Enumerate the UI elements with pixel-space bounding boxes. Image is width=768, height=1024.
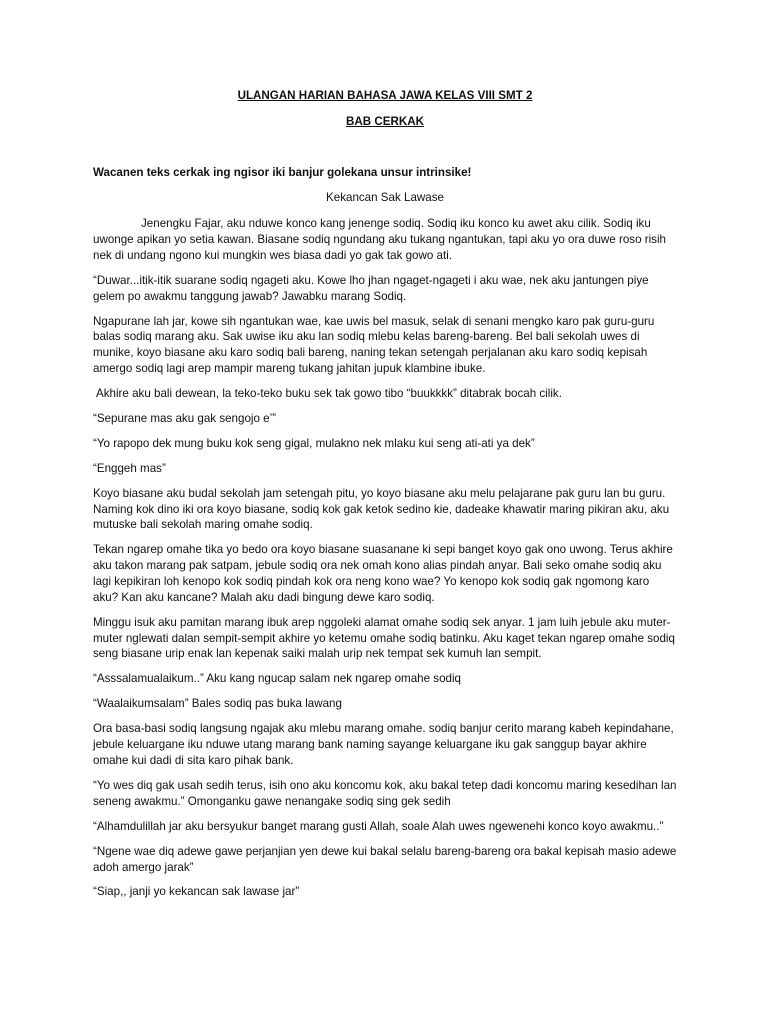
document-title: ULANGAN HARIAN BAHASA JAWA KELAS VIII SMT 2: [237, 89, 533, 102]
story-paragraph: Ora basa-basi sodiq langsung ngajak aku mlebu marang omahe. sodiq banjur cerito marang kabeh kepindahane, jebule keluargane iku nduwe utang marang bank naming sayange keluargane iku gak sanggup bayar akhire omahe kui dadi di sita karo pihak bank.: [93, 722, 674, 767]
document-subtitle: BAB CERKAK: [346, 114, 424, 128]
instruction-text: Wacanen teks cerkak ing ngisor iki banjur golekana unsur intrinsike!: [93, 165, 472, 179]
story-paragraph: Koyo biasane aku budal sekolah jam setengah pitu, yo koyo biasane aku melu pelajarane pak guru lan bu guru. Naming kok dino iki ora koyo biasane, sodiq kok gak ketok sedino kie, dadeake khawatir maring pikiran aku, aku mutuske bali sekolah maring omahe sodiq.: [93, 486, 670, 532]
story-dialogue: “Yo wes diq gak usah sedih terus, isih ono aku koncomu kok, aku bakal tetep dadi koncomu maring kesedihan lan seneng awakmu.” Omonganku gawe nenangake sodiq sing gek sedih: [93, 778, 677, 808]
document-body: [93, 88, 677, 900]
story-dialogue: “Asssalamualaikum..” Aku kang ngucap salam nek ngarep omahe sodiq: [93, 672, 461, 686]
story-dialogue: “Enggeh mas”: [93, 461, 166, 475]
story-paragraph: Minggu isuk aku pamitan marang ibuk arep nggoleki alamat omahe sodiq sek anyar. 1 jam luih jebule aku muter-muter nglewati dalan sempit-sempit akhire yo ketemu omahe sodiq batinku. Aku kaget tekan ngarep omahe sodiq seng biasane urip enak lan kepenak saiki malah urip nek tempat sek kumuh lan sempit.: [93, 615, 675, 661]
story-paragraph: “Duwar...itik-itik suarane sodiq ngageti aku. Kowe lho jhan ngaget-ngageti i aku wae, nek aku jantungen piye gelem po awakmu tanggung jawab? Jawabku marang Sodiq.: [93, 273, 649, 303]
story-dialogue: “Sepurane mas aku gak sengojo e’”: [93, 411, 277, 425]
story-dialogue: “Alhamdulillah jar aku bersyukur banget marang gusti Allah, soale Alah uwes ngewenehi konco koyo awakmu..”: [93, 819, 664, 833]
story-dialogue: “Siap,, janji yo kekancan sak lawase jar”: [93, 885, 300, 899]
story-paragraph: Jenengku Fajar, aku nduwe konco kang jenenge sodiq. Sodiq iku konco ku awet aku cilik. Sodiq iku uwonge apikan yo setia kawan. Biasane sodiq ngundang aku tukang ngantukan, tapi aku yo ora duwe roso risih nek di undang ngono kui mungkin wes biasa dadi yo gak tak gowo ati.: [93, 217, 666, 262]
story-title: Kekancan Sak Lawase: [326, 191, 444, 205]
story-paragraph: Ngapurane lah jar, kowe sih ngantukan wae, kae uwis bel masuk, selak di senani mengko karo pak guru-guru balas sodiq marang aku. Sak uwise iku aku lan sodiq mlebu kelas bareng-bareng. Bel bali sekolah uwes di munike, koyo biasane aku karo sodiq bali bareng, naning tekan setengah perjalanan aku karo sodiq kepisah amergo sodiq lagi arep mampir mareng tukang jahitan jupuk klambine ibuke.: [93, 314, 655, 375]
story-paragraph: Akhire aku bali dewean, la teko-teko buku sek tak gowo tibo “buukkkk” ditabrak bocah cilik.: [96, 386, 562, 400]
story-dialogue: “Waalaikumsalam” Bales sodiq pas buka lawang: [93, 697, 342, 711]
story-dialogue: “Yo rapopo dek mung buku kok seng gigal, mulakno nek mlaku kui seng ati-ati ya dek”: [93, 436, 535, 450]
story-paragraph: Tekan ngarep omahe tika yo bedo ora koyo biasane suasanane ki sepi banget koyo gak ono uwong. Terus akhire aku takon marang pak satpam, jebule sodiq ora nek omah kono alias pindah anyar. Bali seko omahe sodiq aku lagi kepikiran loh kenopo kok sodiq pindah kok ora neng kono wae? Yo kenopo kok sodiq gak ngomong karo aku? Kan aku kancane? Malah aku dadi bingung dewe karo sodiq.: [93, 543, 673, 604]
story-dialogue: “Ngene wae diq adewe gawe perjanjian yen dewe kui bakal selalu bareng-bareng ora bakal kepisah masio adewe adoh amergo jarak”: [93, 844, 677, 874]
